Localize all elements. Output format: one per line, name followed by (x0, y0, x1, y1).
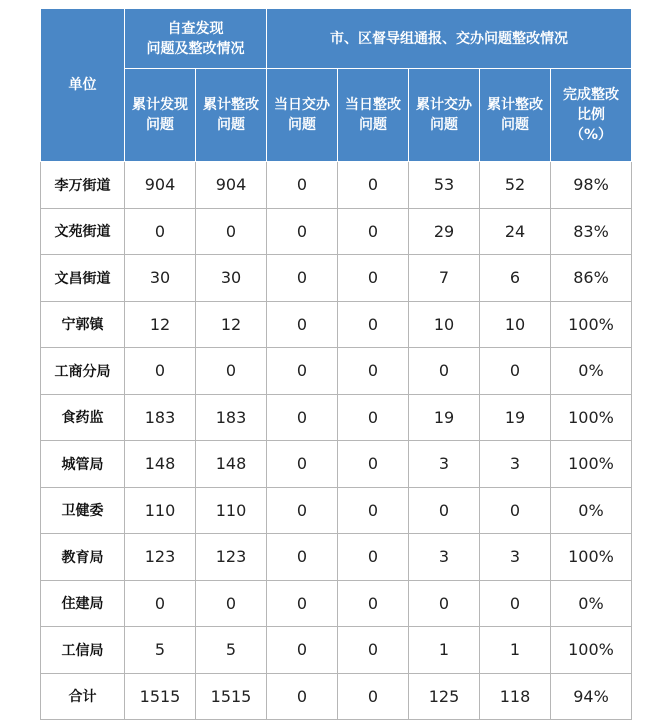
row-value-cell: 0 (338, 580, 409, 627)
row-value-cell: 0 (338, 673, 409, 720)
row-unit-cell: 卫健委 (41, 487, 125, 534)
row-value-cell: 3 (480, 534, 551, 581)
row-value-cell: 0 (338, 394, 409, 441)
row-value-cell: 86% (551, 255, 632, 302)
row-unit-cell: 李万街道 (41, 162, 125, 209)
row-value-cell: 0 (338, 441, 409, 488)
row-value-cell: 125 (409, 673, 480, 720)
row-value-cell: 6 (480, 255, 551, 302)
header-supervision-label: 市、区督导组通报、交办问题整改情况 (330, 30, 568, 47)
row-unit-cell: 工信局 (41, 627, 125, 674)
table-row (41, 301, 632, 348)
header-supervision-group (267, 9, 632, 69)
header-self-check-line-2: 问题及整改情况 (146, 40, 245, 57)
table-row (41, 534, 632, 581)
row-value-cell: 0 (125, 208, 196, 255)
table-row (41, 441, 632, 488)
row-value-cell: 100% (551, 441, 632, 488)
row-value-cell: 10 (480, 301, 551, 348)
row-unit-cell: 文苑街道 (41, 208, 125, 255)
row-value-cell: 0 (125, 580, 196, 627)
row-value-cell: 0 (267, 255, 338, 302)
row-value-cell: 83% (551, 208, 632, 255)
header-unit (41, 9, 125, 162)
row-value-cell: 1515 (125, 673, 196, 720)
header-column-label: （%） (569, 127, 613, 143)
row-unit-cell: 食药监 (41, 394, 125, 441)
row-unit-cell: 合计 (41, 673, 125, 720)
row-value-cell: 0 (267, 394, 338, 441)
header-column-label: 问题 (430, 117, 458, 133)
row-value-cell: 0% (551, 580, 632, 627)
row-value-cell: 0 (338, 534, 409, 581)
row-value-cell: 19 (409, 394, 480, 441)
row-value-cell: 52 (480, 162, 551, 209)
row-value-cell: 0 (409, 487, 480, 534)
row-value-cell: 100% (551, 534, 632, 581)
row-value-cell: 0% (551, 487, 632, 534)
table-row (41, 162, 632, 209)
row-value-cell: 3 (480, 441, 551, 488)
row-value-cell: 183 (125, 394, 196, 441)
row-value-cell: 7 (409, 255, 480, 302)
row-value-cell: 904 (125, 162, 196, 209)
row-value-cell: 98% (551, 162, 632, 209)
row-value-cell: 19 (480, 394, 551, 441)
row-value-cell: 904 (196, 162, 267, 209)
row-value-cell: 0 (196, 208, 267, 255)
row-value-cell: 0 (480, 580, 551, 627)
row-value-cell: 148 (125, 441, 196, 488)
row-value-cell: 183 (196, 394, 267, 441)
row-value-cell: 0 (267, 441, 338, 488)
header-column-label: 问题 (501, 117, 529, 133)
header-column-label: 问题 (146, 117, 174, 133)
table-row (41, 580, 632, 627)
table-row (41, 348, 632, 395)
row-value-cell: 0 (338, 162, 409, 209)
header-column-label: 比例 (577, 107, 605, 123)
rectification-table (40, 8, 632, 720)
header-column-1 (125, 69, 196, 162)
row-value-cell: 0 (338, 627, 409, 674)
row-value-cell: 0 (125, 348, 196, 395)
header-column-label: 累计交办 (416, 97, 472, 113)
header-column-5 (409, 69, 480, 162)
row-value-cell: 0% (551, 348, 632, 395)
header-self-check-group (125, 9, 267, 69)
row-value-cell: 12 (196, 301, 267, 348)
header-column-label: 累计整改 (203, 97, 259, 113)
row-value-cell: 0 (267, 208, 338, 255)
row-unit-cell: 宁郭镇 (41, 301, 125, 348)
row-value-cell: 0 (267, 673, 338, 720)
row-value-cell: 0 (480, 348, 551, 395)
row-value-cell: 30 (125, 255, 196, 302)
header-column-3 (267, 69, 338, 162)
header-column-label: 完成整改 (563, 87, 619, 103)
row-value-cell: 110 (196, 487, 267, 534)
row-value-cell: 0 (267, 301, 338, 348)
header-column-label: 问题 (217, 117, 245, 133)
table-row (41, 255, 632, 302)
row-value-cell: 0 (338, 348, 409, 395)
row-value-cell: 3 (409, 534, 480, 581)
table-row (41, 394, 632, 441)
row-value-cell: 5 (125, 627, 196, 674)
row-value-cell: 100% (551, 301, 632, 348)
row-value-cell: 148 (196, 441, 267, 488)
header-column-label: 问题 (359, 117, 387, 133)
row-value-cell: 0 (409, 580, 480, 627)
table-header (41, 9, 632, 162)
row-value-cell: 100% (551, 394, 632, 441)
table-body (41, 162, 632, 720)
row-value-cell: 0 (267, 627, 338, 674)
row-value-cell: 0 (480, 487, 551, 534)
row-value-cell: 0 (409, 348, 480, 395)
row-unit-cell: 工商分局 (41, 348, 125, 395)
row-value-cell: 0 (338, 255, 409, 302)
row-value-cell: 0 (267, 348, 338, 395)
row-value-cell: 123 (196, 534, 267, 581)
row-unit-cell: 城管局 (41, 441, 125, 488)
row-value-cell: 94% (551, 673, 632, 720)
header-column-4 (338, 69, 409, 162)
row-value-cell: 0 (267, 162, 338, 209)
row-value-cell: 0 (338, 208, 409, 255)
header-column-label: 当日整改 (345, 97, 401, 113)
header-column-label: 累计整改 (487, 97, 543, 113)
header-column-label: 当日交办 (274, 97, 330, 113)
row-unit-cell: 文昌街道 (41, 255, 125, 302)
row-value-cell: 0 (267, 580, 338, 627)
row-value-cell: 1515 (196, 673, 267, 720)
row-value-cell: 0 (196, 348, 267, 395)
header-column-label: 累计发现 (132, 97, 188, 113)
header-self-check-line-1: 自查发现 (167, 20, 224, 37)
row-value-cell: 10 (409, 301, 480, 348)
header-column-7 (551, 69, 632, 162)
table-row (41, 487, 632, 534)
row-value-cell: 0 (267, 487, 338, 534)
header-unit-label: 单位 (68, 77, 97, 93)
table-row (41, 208, 632, 255)
row-value-cell: 0 (338, 301, 409, 348)
row-unit-cell: 住建局 (41, 580, 125, 627)
row-value-cell: 3 (409, 441, 480, 488)
row-value-cell: 29 (409, 208, 480, 255)
row-value-cell: 0 (196, 580, 267, 627)
row-value-cell: 12 (125, 301, 196, 348)
row-unit-cell: 教育局 (41, 534, 125, 581)
row-value-cell: 5 (196, 627, 267, 674)
row-value-cell: 30 (196, 255, 267, 302)
row-value-cell: 0 (267, 534, 338, 581)
header-column-label: 问题 (288, 117, 316, 133)
row-value-cell: 53 (409, 162, 480, 209)
row-value-cell: 100% (551, 627, 632, 674)
row-value-cell: 1 (409, 627, 480, 674)
table-row (41, 673, 632, 720)
row-value-cell: 1 (480, 627, 551, 674)
row-value-cell: 118 (480, 673, 551, 720)
header-column-6 (480, 69, 551, 162)
row-value-cell: 110 (125, 487, 196, 534)
row-value-cell: 123 (125, 534, 196, 581)
row-value-cell: 24 (480, 208, 551, 255)
row-value-cell: 0 (338, 487, 409, 534)
table-row (41, 627, 632, 674)
header-column-2 (196, 69, 267, 162)
